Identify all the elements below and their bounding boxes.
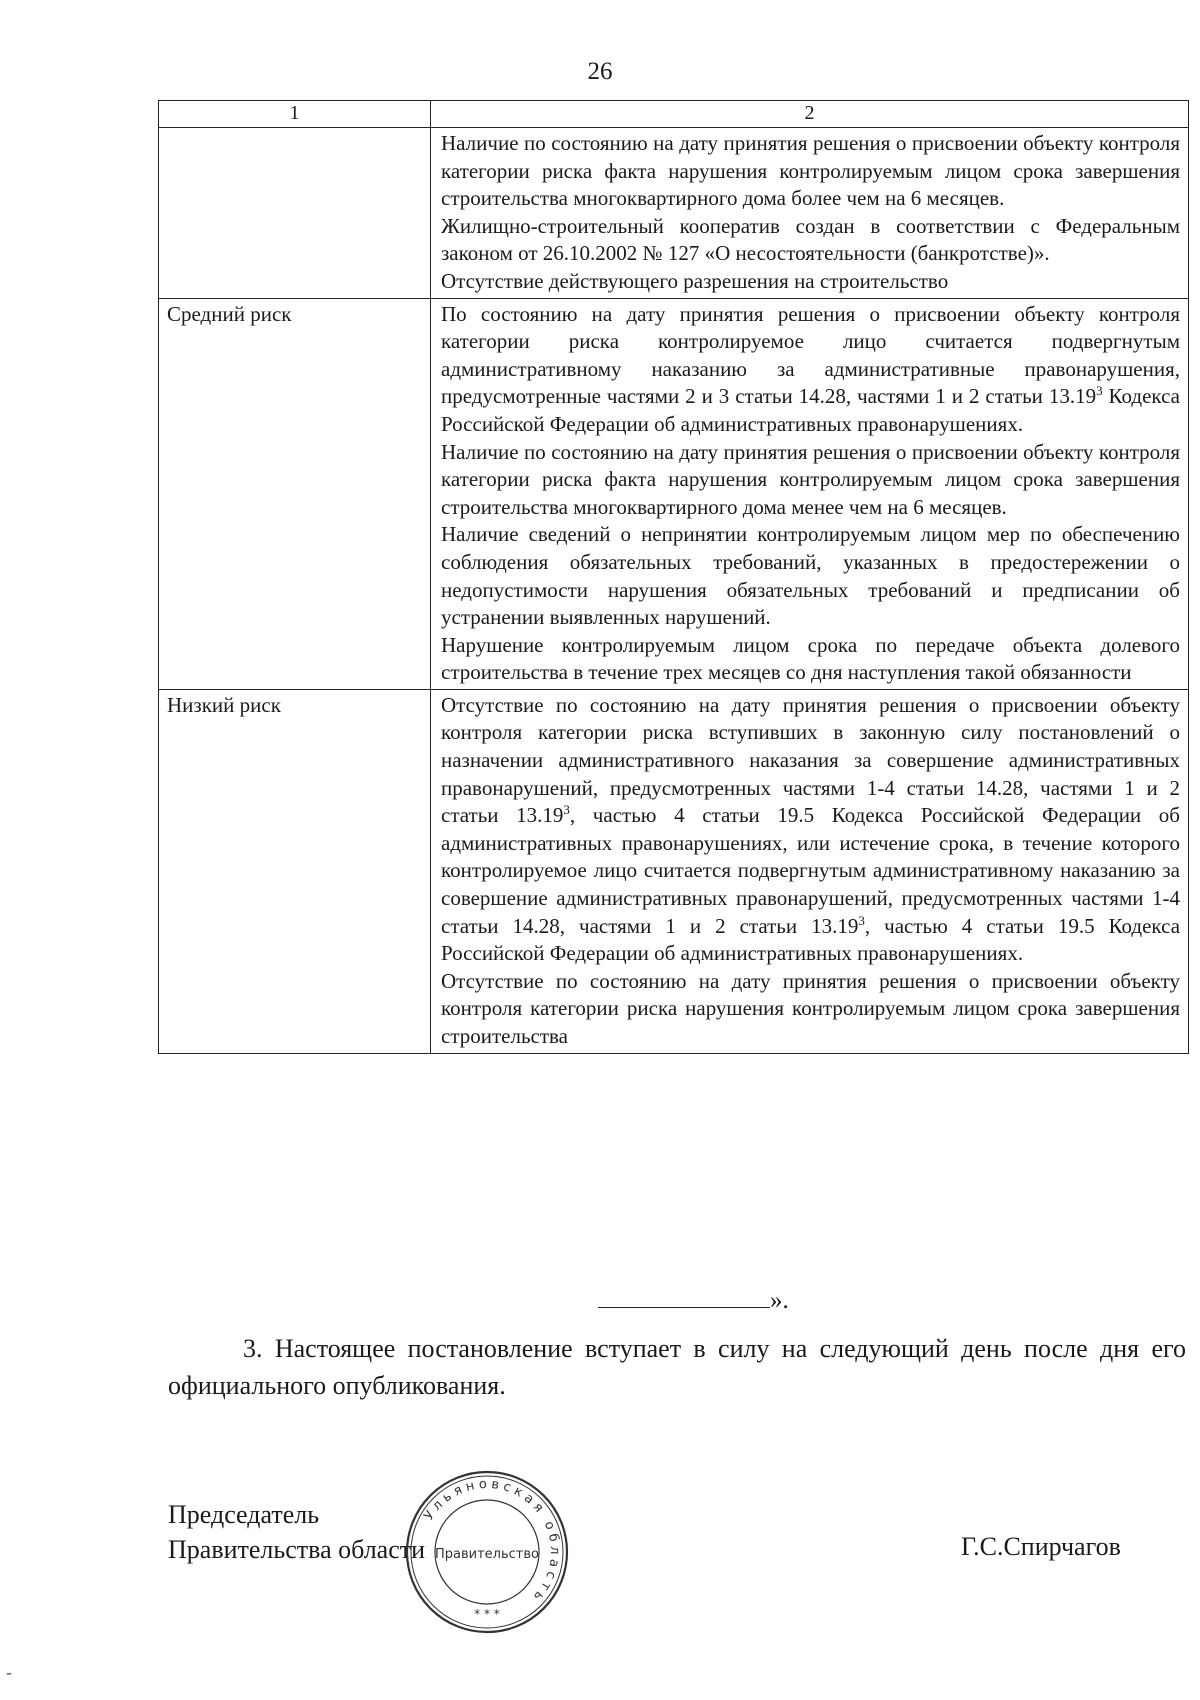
- seal-center-text: Правительство: [435, 1547, 539, 1562]
- superscript: 3: [563, 802, 570, 818]
- signature-title-line-1: Председатель: [168, 1500, 320, 1529]
- text-segment: , частью 4 статьи 19.5 Кодекса Российской Федерации об административных правонарушениях.: [441, 913, 1181, 966]
- signatory-name: Г.С.Спирчагов: [961, 1532, 1121, 1561]
- criteria-paragraph: Отсутствие по состоянию на дату принятия решения о присвоении объекту контроля категории риска нарушения контролируемым лицом срока завершения строительства: [441, 968, 1180, 1048]
- risk-category-cell: Средний риск: [159, 298, 431, 689]
- table-row: [159, 298, 1189, 689]
- risk-criteria-cell: [431, 128, 1189, 299]
- superscript: 3: [858, 912, 865, 928]
- closing-quote: ».: [770, 1287, 789, 1314]
- risk-criteria-cell: [431, 298, 1189, 689]
- page-number: 26: [587, 58, 613, 85]
- clause-3-text: 3. Настоящее постановление вступает в силу на следующий день после дня его официального опубликования.: [168, 1334, 1186, 1400]
- criteria-paragraph: [441, 301, 1180, 439]
- criteria-paragraph: Нарушение контролируемым лицом срока по передаче объекта долевого строительства в течение трех месяцев со дня наступления такой обязанности: [441, 632, 1180, 685]
- superscript: 3: [1096, 383, 1103, 399]
- criteria-paragraph: Отсутствие действующего разрешения на строительство: [441, 268, 949, 293]
- table-header-row: [159, 101, 1189, 128]
- criteria-paragraph: [441, 692, 1180, 968]
- column-header-2: 2: [431, 101, 1189, 128]
- text-segment: По состоянию на дату принятия решения о присвоении объекту контроля категории риска контролируемое лицо считается подвергнутым административному наказанию за административные правонарушения, предусмотренные частями 2 и 3 статьи 14.28, частями 1 и 2 статьи 13.19: [441, 301, 1180, 409]
- risk-criteria-cell: [431, 689, 1189, 1053]
- signature-title: [168, 1497, 425, 1567]
- edge-mark: -: [6, 1662, 12, 1682]
- table-row: [159, 689, 1189, 1053]
- closing-underline: [598, 1285, 770, 1308]
- closing-mark: [598, 1285, 789, 1315]
- criteria-paragraph: Наличие по состоянию на дату принятия решения о присвоении объекту контроля категории риска факта нарушения контролируемым лицом срока завершения строительства многоквартирного дома более чем на 6 месяцев.: [441, 131, 1180, 211]
- criteria-paragraph: Жилищно-строительный кооператив создан в соответствии с Федеральным законом от 26.10.2002 № 127 «О несостоятельности (банкротстве)».: [441, 213, 1180, 266]
- text-segment: , частью 4 статьи 19.5 Кодекса Российской Федерации об административных правонарушениях, или истечение срока, в течение которого контролируемое лицо считается подвергнутым административному наказанию за совершение административных правонарушений, предусмотренных частями 1-4 статьи 14.28, частями 1 и 2 статьи 13.19: [441, 803, 1180, 938]
- seal-ring-text: Ульяновская область: [421, 1476, 563, 1607]
- text-segment: Кодекса Российской Федерации об административных правонарушениях.: [441, 384, 1180, 436]
- risk-category-cell: [159, 128, 431, 299]
- column-header-1: 1: [159, 101, 431, 128]
- risk-category-cell: Низкий риск: [159, 689, 431, 1053]
- table-body: [159, 128, 1189, 1054]
- official-seal: [403, 1468, 571, 1636]
- table-row: [159, 128, 1189, 299]
- criteria-paragraph: Наличие сведений о непринятии контролируемым лицом мер по обеспечению соблюдения обязательных требований, указанных в предостережении о недопустимости нарушения обязательных требований и предписании об устранении выявленных нарушений.: [441, 522, 1180, 630]
- text-segment: Отсутствие по состоянию на дату принятия решения о присвоении объекту контроля категории риска вступивших в законную силу постановлений о назначении административного наказания за совершение административных правонарушений, предусмотренных частями 1-4 статьи 14.28, частями 1 и 2 статьи 13.19: [441, 692, 1180, 828]
- svg-text:* * *: * * *: [474, 1607, 500, 1621]
- risk-category-table: [158, 100, 1189, 1054]
- criteria-paragraph: Наличие по состоянию на дату принятия решения о присвоении объекту контроля категории риска факта нарушения контролируемым лицом срока завершения строительства многоквартирного дома менее чем на 6 месяцев.: [441, 439, 1180, 519]
- signature-title-line-2: Правительства области: [168, 1535, 426, 1564]
- svg-text:Ульяновская область: [422, 1477, 562, 1607]
